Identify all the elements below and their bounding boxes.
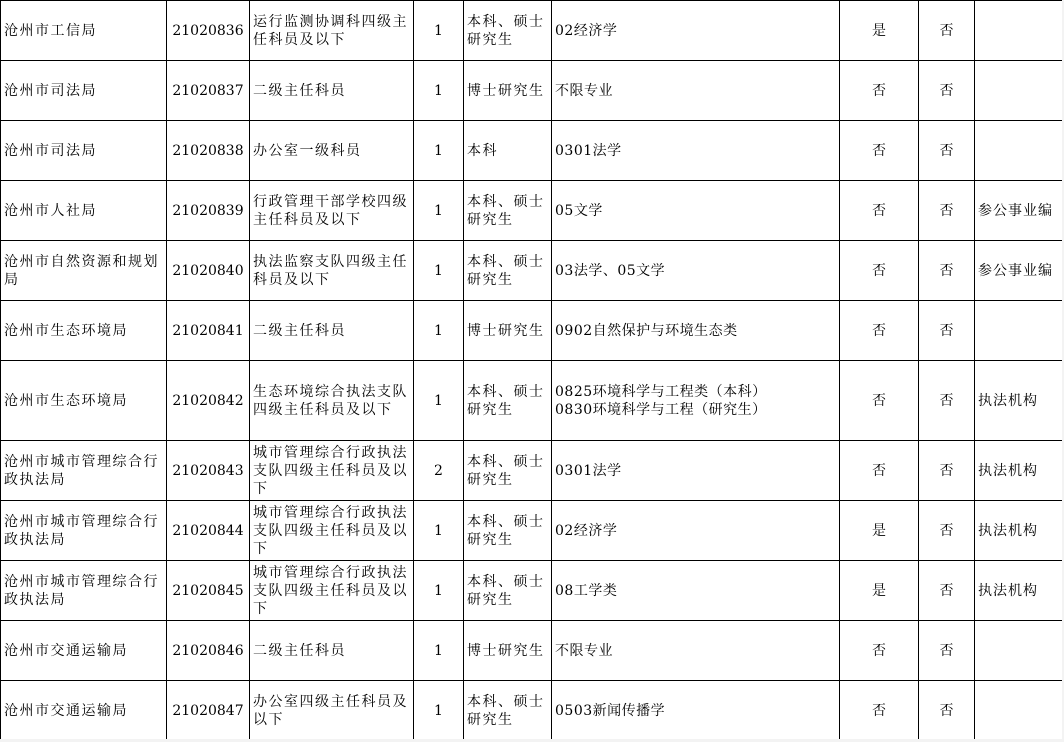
cell-col7[interactable]: 否 bbox=[840, 61, 919, 121]
cell-unit[interactable]: 沧州市交通运输局 bbox=[1, 621, 167, 681]
cell-col8[interactable]: 否 bbox=[919, 241, 975, 301]
cell-count[interactable]: 1 bbox=[414, 241, 464, 301]
cell-count[interactable]: 1 bbox=[414, 121, 464, 181]
cell-col7[interactable]: 否 bbox=[840, 361, 919, 441]
cell-count[interactable]: 1 bbox=[414, 301, 464, 361]
cell-education[interactable]: 本科、硕士研究生 bbox=[464, 501, 552, 561]
cell-code[interactable]: 21020844 bbox=[167, 501, 250, 561]
cell-col7[interactable]: 否 bbox=[840, 181, 919, 241]
cell-note[interactable]: 执法机构 bbox=[975, 501, 1063, 561]
cell-note[interactable]: 执法机构 bbox=[975, 441, 1063, 501]
cell-unit[interactable]: 沧州市自然资源和规划局 bbox=[1, 241, 167, 301]
cell-major[interactable] bbox=[552, 181, 840, 241]
cell-col8[interactable]: 否 bbox=[919, 561, 975, 621]
cell-education[interactable]: 本科 bbox=[464, 121, 552, 181]
cell-unit[interactable]: 沧州市生态环境局 bbox=[1, 361, 167, 441]
cell-education[interactable]: 博士研究生 bbox=[464, 301, 552, 361]
cell-code[interactable]: 21020846 bbox=[167, 621, 250, 681]
cell-col8[interactable]: 否 bbox=[919, 121, 975, 181]
cell-position[interactable]: 生态环境综合执法支队四级主任科员及以下 bbox=[250, 361, 414, 441]
cell-education[interactable]: 本科、硕士研究生 bbox=[464, 441, 552, 501]
major-line: 不限专业 bbox=[555, 82, 613, 99]
cell-col7[interactable]: 是 bbox=[840, 501, 919, 561]
cell-major[interactable] bbox=[552, 301, 840, 361]
major-line: 0301法学 bbox=[555, 462, 622, 479]
table-row bbox=[1, 361, 1063, 441]
cell-position[interactable]: 城市管理综合行政执法支队四级主任科员及以下 bbox=[250, 561, 414, 621]
cell-education[interactable]: 本科、硕士研究生 bbox=[464, 181, 552, 241]
cell-count[interactable]: 1 bbox=[414, 361, 464, 441]
cell-education[interactable]: 本科、硕士研究生 bbox=[464, 1, 552, 61]
major-line: 0503新闻传播学 bbox=[555, 702, 666, 719]
cell-position[interactable]: 城市管理综合行政执法支队四级主任科员及以下 bbox=[250, 501, 414, 561]
cell-position[interactable]: 办公室四级主任科员及以下 bbox=[250, 681, 414, 741]
table-row bbox=[1, 621, 1063, 681]
major-line: 02经济学 bbox=[555, 522, 618, 539]
cell-position[interactable]: 二级主任科员 bbox=[250, 61, 414, 121]
major-line: 08工学类 bbox=[555, 582, 618, 599]
cell-count[interactable]: 1 bbox=[414, 501, 464, 561]
cell-education[interactable]: 本科、硕士研究生 bbox=[464, 361, 552, 441]
table-row bbox=[1, 561, 1063, 621]
cell-unit[interactable]: 沧州市工信局 bbox=[1, 1, 167, 61]
cell-note[interactable] bbox=[975, 61, 1063, 121]
cell-code[interactable]: 21020841 bbox=[167, 301, 250, 361]
cell-col8[interactable]: 否 bbox=[919, 441, 975, 501]
cell-education[interactable]: 本科、硕士研究生 bbox=[464, 241, 552, 301]
cell-code[interactable]: 21020847 bbox=[167, 681, 250, 741]
cell-col7[interactable]: 否 bbox=[840, 241, 919, 301]
cell-count[interactable]: 1 bbox=[414, 621, 464, 681]
cell-major[interactable] bbox=[552, 1, 840, 61]
table-row bbox=[1, 681, 1063, 741]
table-row bbox=[1, 501, 1063, 561]
cell-major[interactable] bbox=[552, 681, 840, 741]
cell-col8[interactable]: 否 bbox=[919, 301, 975, 361]
cell-col8[interactable]: 否 bbox=[919, 61, 975, 121]
cell-count[interactable]: 1 bbox=[414, 681, 464, 741]
cell-unit[interactable]: 沧州市城市管理综合行政执法局 bbox=[1, 561, 167, 621]
cell-note[interactable]: 执法机构 bbox=[975, 361, 1063, 441]
cell-col7[interactable]: 否 bbox=[840, 441, 919, 501]
cell-major[interactable] bbox=[552, 621, 840, 681]
cell-position[interactable]: 运行监测协调科四级主任科员及以下 bbox=[250, 1, 414, 61]
table-row bbox=[1, 61, 1063, 121]
cell-note[interactable]: 参公事业编 bbox=[975, 241, 1063, 301]
table-body bbox=[1, 1, 1063, 741]
cell-position[interactable]: 行政管理干部学校四级主任科员及以下 bbox=[250, 181, 414, 241]
cell-note[interactable] bbox=[975, 301, 1063, 361]
cell-col8[interactable]: 否 bbox=[919, 1, 975, 61]
cell-education[interactable]: 博士研究生 bbox=[464, 61, 552, 121]
cell-count[interactable]: 1 bbox=[414, 1, 464, 61]
cell-position[interactable]: 执法监察支队四级主任科员及以下 bbox=[250, 241, 414, 301]
major-line: 0301法学 bbox=[555, 142, 622, 159]
cell-major[interactable] bbox=[552, 501, 840, 561]
cell-code[interactable]: 21020845 bbox=[167, 561, 250, 621]
cell-count[interactable]: 2 bbox=[414, 441, 464, 501]
major-line: 0830环境科学与工程（研究生） bbox=[555, 401, 767, 418]
cell-count[interactable]: 1 bbox=[414, 61, 464, 121]
table-row bbox=[1, 241, 1063, 301]
cell-note[interactable]: 执法机构 bbox=[975, 561, 1063, 621]
cell-unit[interactable]: 沧州市生态环境局 bbox=[1, 301, 167, 361]
cell-code[interactable]: 21020836 bbox=[167, 1, 250, 61]
cell-col7[interactable]: 是 bbox=[840, 561, 919, 621]
cell-col8[interactable]: 否 bbox=[919, 681, 975, 741]
cell-major[interactable] bbox=[552, 241, 840, 301]
major-line: 0902自然保护与环境生态类 bbox=[555, 322, 738, 339]
cell-position[interactable]: 二级主任科员 bbox=[250, 621, 414, 681]
cell-major[interactable] bbox=[552, 561, 840, 621]
cell-position[interactable]: 城市管理综合行政执法支队四级主任科员及以下 bbox=[250, 441, 414, 501]
cell-col8[interactable]: 否 bbox=[919, 181, 975, 241]
cell-major[interactable] bbox=[552, 61, 840, 121]
cell-col7[interactable]: 否 bbox=[840, 681, 919, 741]
cell-position[interactable]: 二级主任科员 bbox=[250, 301, 414, 361]
cell-note[interactable]: 参公事业编 bbox=[975, 181, 1063, 241]
cell-education[interactable]: 本科、硕士研究生 bbox=[464, 681, 552, 741]
cell-col8[interactable]: 否 bbox=[919, 361, 975, 441]
cell-code[interactable]: 21020837 bbox=[167, 61, 250, 121]
cell-code[interactable]: 21020839 bbox=[167, 181, 250, 241]
cell-code[interactable]: 21020838 bbox=[167, 121, 250, 181]
table-row bbox=[1, 181, 1063, 241]
cell-count[interactable]: 1 bbox=[414, 561, 464, 621]
cell-col7[interactable]: 否 bbox=[840, 301, 919, 361]
cell-count[interactable]: 1 bbox=[414, 181, 464, 241]
cell-major[interactable] bbox=[552, 361, 840, 441]
cell-col8[interactable]: 否 bbox=[919, 501, 975, 561]
cell-unit[interactable]: 沧州市城市管理综合行政执法局 bbox=[1, 501, 167, 561]
cell-col8[interactable]: 否 bbox=[919, 621, 975, 681]
cell-unit[interactable]: 沧州市交通运输局 bbox=[1, 681, 167, 741]
cell-note[interactable] bbox=[975, 121, 1063, 181]
table-row bbox=[1, 121, 1063, 181]
cell-code[interactable]: 21020840 bbox=[167, 241, 250, 301]
table-row bbox=[1, 301, 1063, 361]
cell-major[interactable] bbox=[552, 121, 840, 181]
cell-unit[interactable]: 沧州市人社局 bbox=[1, 181, 167, 241]
cell-education[interactable]: 博士研究生 bbox=[464, 621, 552, 681]
cell-note[interactable] bbox=[975, 621, 1063, 681]
cell-col7[interactable]: 是 bbox=[840, 1, 919, 61]
cell-education[interactable]: 本科、硕士研究生 bbox=[464, 561, 552, 621]
table-row bbox=[1, 441, 1063, 501]
cell-position[interactable]: 办公室一级科员 bbox=[250, 121, 414, 181]
cell-code[interactable]: 21020843 bbox=[167, 441, 250, 501]
major-line: 0825环境科学与工程类（本科） bbox=[555, 383, 767, 400]
cell-unit[interactable]: 沧州市司法局 bbox=[1, 121, 167, 181]
cell-col7[interactable]: 否 bbox=[840, 121, 919, 181]
cell-note[interactable] bbox=[975, 1, 1063, 61]
cell-unit[interactable]: 沧州市城市管理综合行政执法局 bbox=[1, 441, 167, 501]
major-line: 02经济学 bbox=[555, 22, 618, 39]
cell-major[interactable] bbox=[552, 441, 840, 501]
table-row bbox=[1, 1, 1063, 61]
cell-note[interactable] bbox=[975, 681, 1063, 741]
major-line: 不限专业 bbox=[555, 642, 613, 659]
major-line: 05文学 bbox=[555, 202, 603, 219]
cell-col7[interactable]: 否 bbox=[840, 621, 919, 681]
major-line: 03法学、05文学 bbox=[555, 262, 666, 279]
cell-unit[interactable]: 沧州市司法局 bbox=[1, 61, 167, 121]
cell-code[interactable]: 21020842 bbox=[167, 361, 250, 441]
